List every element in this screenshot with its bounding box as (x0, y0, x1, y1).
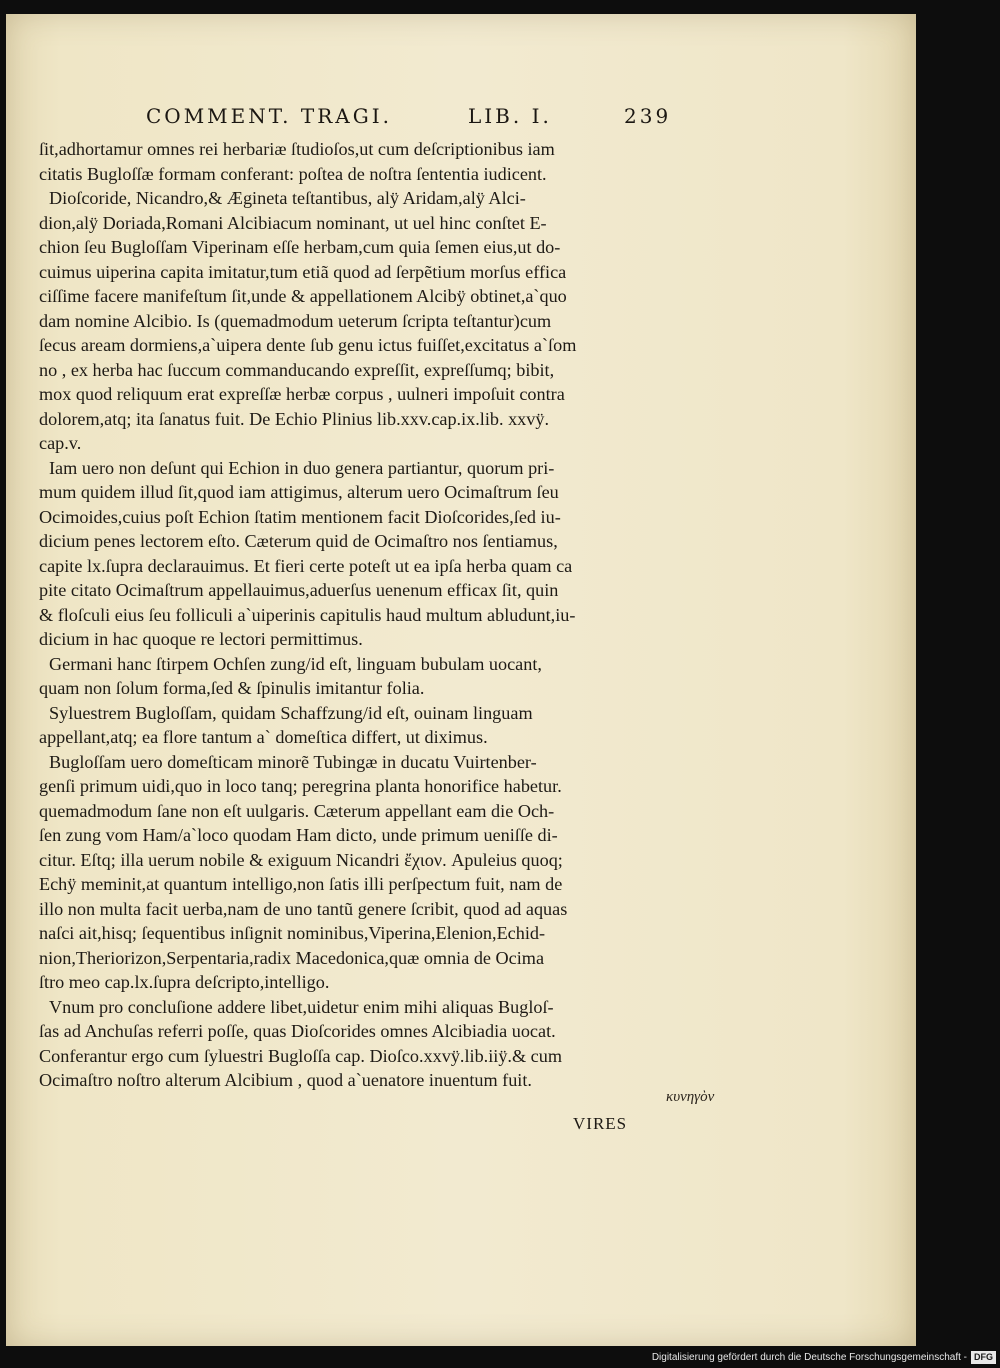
text-line: capite lx.ſupra declarauimus. Et fieri certe poteſt ut ea ipſa herba quam ca (39, 555, 573, 576)
text-line: chion ſeu Bugloſſam Viperinam eſſe herbam,cum quia ſemen eius,ut do- (39, 237, 561, 257)
text-line: Ocimaſtro noſtro alterum Alcibium , quod a`uenatore inuentum fuit. (39, 1070, 532, 1090)
text-line: & floſculi eius ſeu folliculi a`uiperinis capitulis haud multum abludunt,iu- (39, 604, 576, 625)
text-line: mum quidem illud ſit,quod iam attigimus, alterum uero Ocimaſtrum ſeu (39, 482, 559, 502)
text-line: ſas ad Anchuſas referri poſſe, quas Dioſcorides omnes Alcibiadia uocat. (39, 1021, 556, 1041)
text-line: cap.v. (39, 433, 82, 453)
text-line: mox quod reliquum erat expreſſæ herbæ corpus , uulneri impoſuit contra (39, 384, 565, 404)
dfg-logo: DFG (971, 1351, 996, 1364)
text-line: Syluestrem Bugloſſam, quidam Schaffzung/id eſt, ouinam linguam (49, 702, 533, 723)
text-line: appellant,atq; ea flore tantum a` domeſtica differt, ut diximus. (39, 727, 488, 747)
text-line: dolorem,atq; ita ſanatus fuit. De Echio Plinius lib.xxv.cap.ix.lib. xxvÿ. (39, 408, 550, 429)
text-line: nion,Theriorizon,Serpentaria,radix Macedonica,quæ omnia de Ocima (39, 947, 545, 968)
text-line: Echÿ meminit,at quantum intelligo,non ſatis illi perſpectum fuit, nam de (39, 874, 563, 894)
header-title: COMMENT. TRAGI. (146, 104, 392, 128)
text-line: dion,alÿ Doriada,Romani Alcibiacum nominant, ut uel hinc conſtet E- (39, 212, 547, 233)
text-line: ſen zung vom Ham/a`loco quodam Ham dicto, unde primum ueniſſe di- (39, 825, 558, 845)
text-line: Iam uero non deſunt qui Echion in duo genera partiantur, quorum pri- (49, 457, 555, 478)
margin-note: κυνηγὸν (666, 1089, 715, 1105)
text-line: Bugloſſam uero domeſticam minorẽ Tubingæ in ducatu Vuirtenber- (49, 751, 537, 772)
text-line: citur. Eſtq; illa uerum nobile & exiguum Nicandri ἔχιον. Apuleius quoq; (39, 849, 563, 870)
text-line: Germani hanc ſtirpem Ochſen zung/id eſt, linguam bubulam uocant, (49, 653, 542, 674)
page-number: 239 (624, 104, 672, 128)
text-line: Dioſcoride, Nicandro,& Ægineta teſtantibus, alÿ Aridam,alÿ Alci- (49, 188, 526, 208)
text-line: Ocimoides,cuius poſt Echion ſtatim mentionem facit Dioſcorides,ſed iu- (39, 506, 561, 527)
text-line: ſecus aream dormiens,a`uipera dente ſub genu ictus fuiſſet,excitatus a`ſom (39, 335, 577, 355)
text-line: ſtro meo cap.lx.ſupra deſcripto,intelligo. (39, 972, 330, 992)
text-line: Vnum pro concluſione addere libet,uidetur enim mihi aliquas Bugloſ- (49, 996, 554, 1017)
footer-credit: Digitalisierung gefördert durch die Deutsche Forschungsgemeinschaft - (651, 1351, 967, 1363)
text-line: dicium in hac quoque re lectori permittimus. (39, 629, 363, 649)
text-line: ciſſime facere manifeſtum ſit,unde & appellationem Alcibÿ obtinet,a`quo (39, 286, 567, 306)
text-line: quemadmodum ſane non eſt uulgaris. Cæterum appellant eam die Och- (39, 800, 555, 821)
text-line: citatis Bugloſſæ formam conferant: poſtea de noſtra ſententia iudicent. (39, 163, 547, 184)
header-book: LIB. I. (468, 104, 552, 128)
running-header (146, 104, 686, 132)
paper-page (6, 14, 916, 1346)
text-line: pite citato Ocimaſtrum appellauimus,aduerſus uenenum efficax ſit, quin (39, 580, 559, 600)
text-line: dam nomine Alcibio. Is (quemadmodum ueterum ſcripta teſtantur)cum (39, 310, 552, 331)
text-line: genſi primum uidi,quo in loco tanq; peregrina planta honorifice habetur. (39, 776, 562, 796)
body-text (39, 137, 679, 1093)
text-line: dicium penes lectorem eſto. Cæterum quid de Ocimaſtro nos ſentiamus, (39, 531, 558, 551)
text-line: ſit,adhortamur omnes rei herbariæ ſtudioſos,ut cum deſcriptionibus iam (39, 139, 555, 159)
text-line: naſci ait,hisq; ſequentibus inſignit nominibus,Viperina,Elenion,Echid- (39, 923, 546, 943)
catchword: VIRES (573, 1114, 628, 1133)
text-line: quam non ſolum forma,ſed & ſpinulis imitantur folia. (39, 678, 425, 698)
text-line: cuimus uiperina capita imitatur,tum etiã quod ad ſerpẽtium morſus effica (39, 261, 567, 282)
text-line: Conferantur ergo cum ſyluestri Bugloſſa cap. Dioſco.xxvÿ.lib.iiÿ.& cum (39, 1045, 562, 1066)
text-line: illo non multa facit uerba,nam de uno tantũ genere ſcribit, quod ad aquas (39, 898, 568, 919)
text-line: no , ex herba hac ſuccum commanducando expreſſit, expreſſumq; bibit, (39, 359, 555, 380)
digitization-footer (652, 1350, 996, 1364)
